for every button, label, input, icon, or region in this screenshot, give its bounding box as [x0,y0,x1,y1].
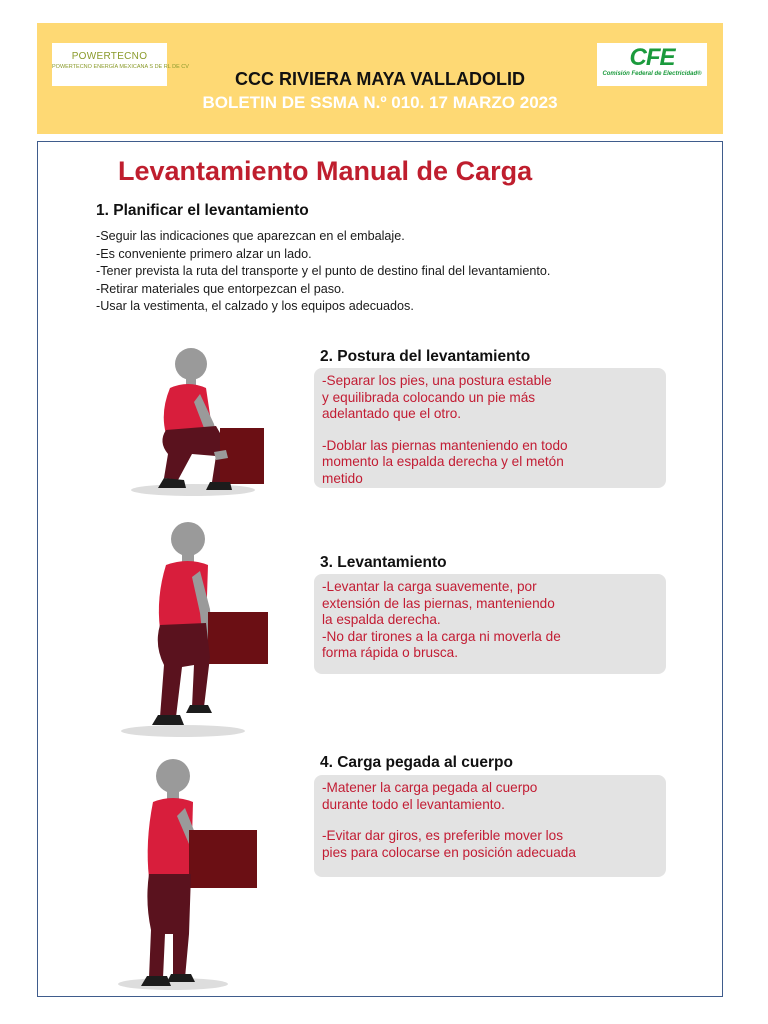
cfe-logo-subtitle: Comisión Federal de Electricidad® [602,71,702,77]
section-1-list [96,228,550,316]
section-3-line: la espalda derecha. [322,612,441,627]
section-2-line: momento la espalda derecha y el metón [322,454,564,469]
section-3-line: forma rápida o brusca. [322,645,459,660]
section-4-heading: 4. Carga pegada al cuerpo [320,754,513,771]
poster-frame [37,141,723,997]
powertecno-logo-name: POWERTECNO [71,51,148,62]
list-item: -Es conveniente primero alzar un lado. [96,246,312,261]
section-3-line: -No dar tirones a la carga ni moverla de [322,628,561,644]
section-2-line: y equilibrada colocando un pie más [322,389,536,405]
list-item: -Seguir las indicaciones que aparezcan en el embalaje. [96,229,405,243]
section-3-heading: 3. Levantamiento [320,554,447,571]
section-2-line: adelantado que el otro. [322,406,462,421]
list-item: -Tener prevista la ruta del transporte y el punto de destino final del levantamiento. [96,264,551,278]
project-title: CCC RIVIERA MAYA VALLADOLID [234,69,526,89]
list-item: -Retirar materiales que entorpezcan el paso. [96,281,345,296]
cfe-logo [597,43,707,86]
section-3-box [314,574,666,674]
section-4-line: durante todo el levantamiento. [322,796,505,812]
squat-posture-illustration [108,342,268,502]
carrying-illustration [113,754,273,994]
section-4-line: -Matener la carga pegada al cuerpo [322,780,538,795]
section-3-line: extensión de las piernas, manteniendo [322,595,555,611]
section-1-heading: 1. Planificar el levantamiento [96,202,309,219]
poster-title: Levantamiento Manual de Carga [118,156,533,186]
section-4-line: pies para colocarse en posición adecuada [322,844,576,860]
cfe-logo-name: CFE [629,44,675,71]
section-2-line: -Separar los pies, una postura estable [322,373,552,388]
section-2-heading: 2. Postura del levantamiento [320,348,531,365]
section-4-box [314,775,666,877]
bulletin-subtitle: BOLETIN DE SSMA N.º 010. 17 MARZO 2023 [202,93,558,112]
section-2-line: metido [322,470,363,486]
section-2-box [314,368,666,488]
list-item: -Usar la vestimenta, el calzado y los equipos adecuados. [96,299,414,313]
section-4-line: -Evitar dar giros, es preferible mover los [322,828,563,843]
section-2-line: -Doblar las piernas manteniendo en todo [322,437,568,453]
lifting-illustration [108,517,268,742]
bulletin-header [37,23,723,134]
powertecno-logo-subtitle: POWERTECNO ENERGÍA MEXICANA S DE RL DE CV [52,64,189,70]
section-3-line: -Levantar la carga suavemente, por [322,579,537,594]
